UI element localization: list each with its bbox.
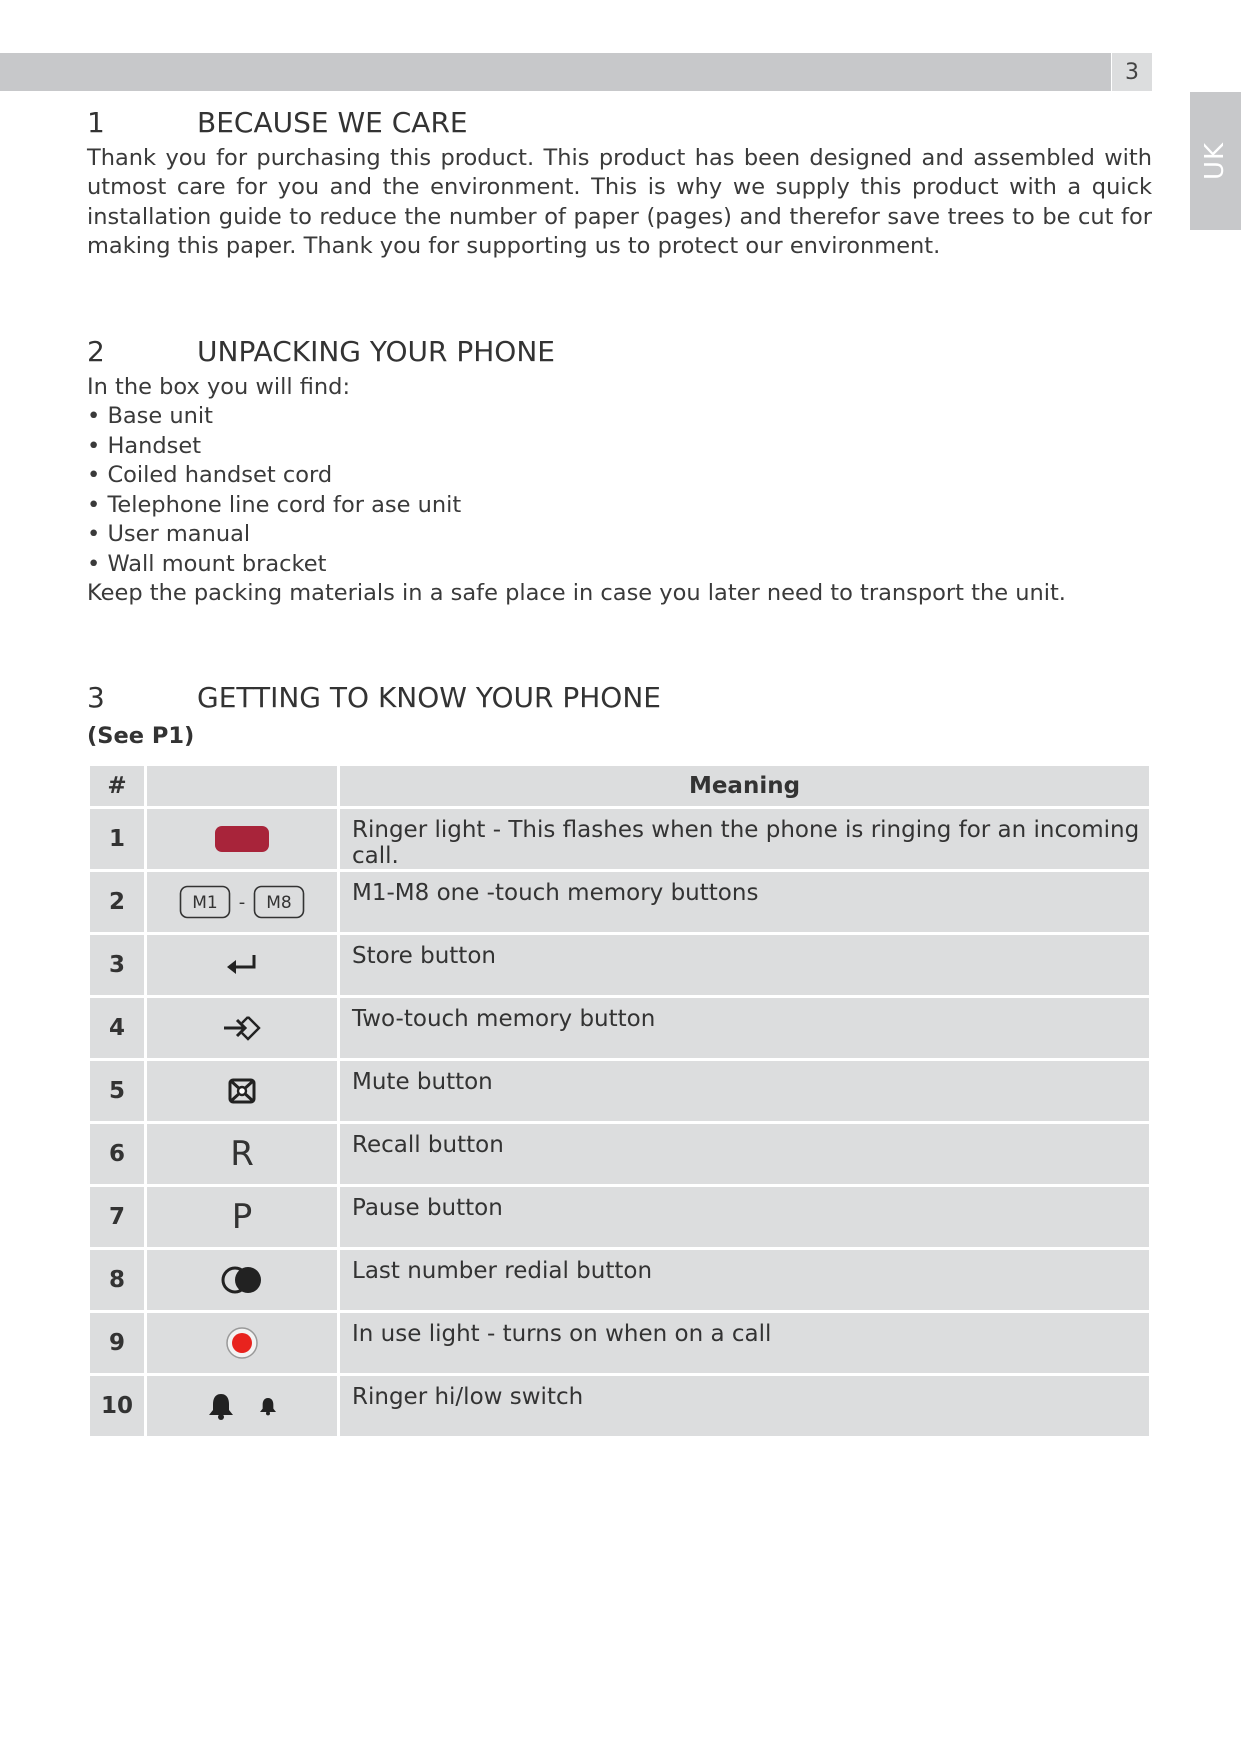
row-meaning: Pause button [340, 1187, 1149, 1247]
section-because-we-care [87, 106, 1152, 262]
two-touch-memory-icon [222, 1012, 262, 1044]
section-heading: GETTING TO KNOW YOUR PHONE [197, 681, 661, 714]
list-item: • Telephone line cord for ase unit [87, 491, 1152, 521]
header-meaning: Meaning [340, 766, 1149, 806]
list-item: • Wall mount bracket [87, 550, 1152, 580]
in-use-light-icon [225, 1326, 259, 1360]
table-row [90, 1313, 1149, 1373]
row-meaning: Store button [340, 935, 1149, 995]
row-number: 8 [90, 1250, 144, 1310]
language-tab-label: UK [1200, 141, 1231, 181]
box-contents-intro: In the box you will find: [87, 373, 351, 400]
row-meaning: Ringer light - This flashes when the phone is ringing for an incoming call. [340, 809, 1149, 869]
mute-icon [227, 1076, 257, 1106]
row-meaning: In use light - turns on when on a call [340, 1313, 1149, 1373]
table-row [90, 998, 1149, 1058]
section-number: 3 [87, 681, 105, 714]
table-row [90, 1376, 1149, 1436]
list-item: • User manual [87, 520, 1152, 550]
language-tab [1190, 92, 1241, 230]
row-meaning: M1-M8 one -touch memory buttons [340, 872, 1149, 932]
store-arrow-icon [225, 952, 259, 978]
see-reference: (See P1) [87, 722, 195, 749]
row-meaning: Last number redial button [340, 1250, 1149, 1310]
memory-key-first [179, 885, 231, 919]
header-icon [147, 766, 337, 806]
row-meaning: Ringer hi/low switch [340, 1376, 1149, 1436]
list-item: • Base unit [87, 402, 1152, 432]
table-row [90, 1124, 1149, 1184]
table-row [90, 1187, 1149, 1247]
in-use-light-shape [232, 1333, 252, 1353]
table-row [90, 1250, 1149, 1310]
section-heading: BECAUSE WE CARE [197, 106, 468, 139]
row-meaning: Mute button [340, 1061, 1149, 1121]
page-number: 3 [1112, 53, 1152, 91]
packing-note: Keep the packing materials in a safe place in case you later need to transport the unit. [87, 580, 1066, 607]
table-row [90, 1061, 1149, 1121]
list-item: • Coiled handset cord [87, 461, 1152, 491]
row-number: 10 [90, 1376, 144, 1436]
table-row [90, 809, 1149, 869]
section-title [87, 681, 1152, 715]
pause-icon: P [231, 1197, 253, 1237]
section-number: 1 [87, 106, 105, 139]
memory-key-separator: - [238, 891, 246, 913]
section-unpacking [87, 335, 1152, 609]
header-number: # [90, 766, 144, 806]
header-bar [0, 53, 1111, 91]
memory-key-last [253, 885, 305, 919]
table-row [90, 935, 1149, 995]
bell-high-icon [206, 1391, 236, 1421]
memory-key-first-label: M1 [192, 893, 218, 913]
row-number: 5 [90, 1061, 144, 1121]
row-meaning: Recall button [340, 1124, 1149, 1184]
row-number: 2 [90, 872, 144, 932]
row-number: 4 [90, 998, 144, 1058]
list-item: • Handset [87, 432, 1152, 462]
section-title [87, 106, 1152, 140]
section-number: 2 [87, 335, 105, 368]
row-number: 6 [90, 1124, 144, 1184]
ringer-light-shape [215, 826, 269, 852]
section-paragraph: Thank you for purchasing this product. This product has been designed and assembled with utmost care for you and the environment. This is why we supply this product with a quick installation guide to reduce the number of paper (pages) and therefor save trees to be cut for making this paper. Thank you for supporting us to protect our environment. [87, 144, 1152, 260]
recall-icon: R [230, 1134, 254, 1174]
row-number: 1 [90, 809, 144, 869]
memory-keys-icon [147, 885, 337, 919]
memory-key-last-label: M8 [266, 893, 292, 913]
section-getting-to-know [87, 681, 1152, 749]
buttons-table [87, 763, 1152, 1439]
table-header-row [90, 766, 1149, 806]
row-number: 7 [90, 1187, 144, 1247]
section-title [87, 335, 1152, 369]
section-heading: UNPACKING YOUR PHONE [197, 335, 555, 368]
row-meaning: Two-touch memory button [340, 998, 1149, 1058]
bell-icon [147, 1391, 337, 1421]
bell-low-icon [258, 1396, 278, 1416]
row-number: 9 [90, 1313, 144, 1373]
table-row [90, 872, 1149, 932]
ringer-light-icon [214, 824, 270, 854]
redial-icon [220, 1265, 264, 1295]
box-contents-list [87, 402, 1152, 579]
row-number: 3 [90, 935, 144, 995]
